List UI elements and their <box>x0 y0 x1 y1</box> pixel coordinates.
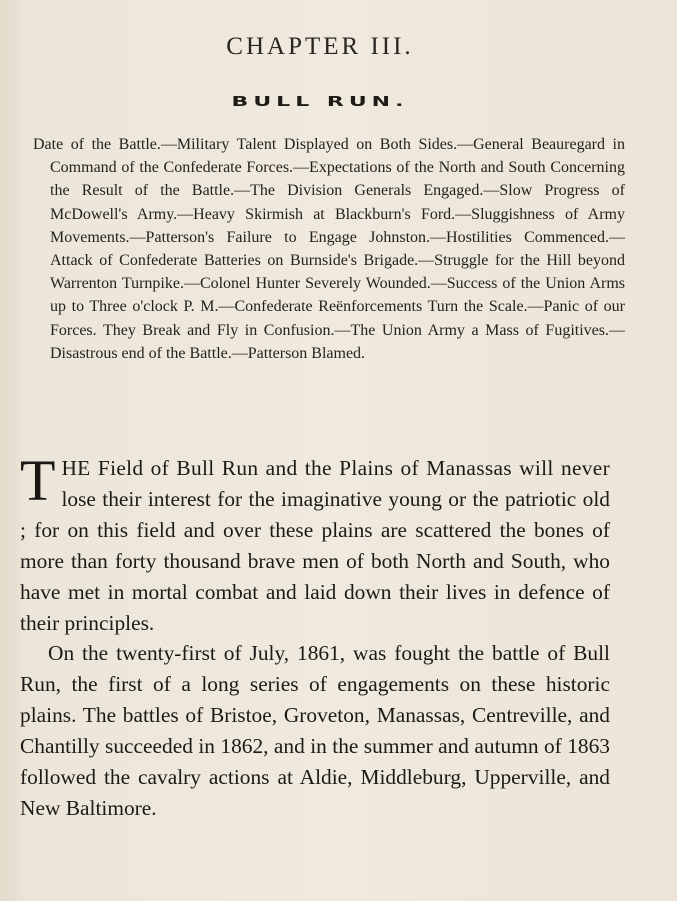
chapter-title-block <box>0 94 640 119</box>
chapter-heading: CHAPTER III. <box>226 33 414 60</box>
paragraph-1-text: Field of Bull Run and the Plains of Manassas will never lose their interest for the imaginative young or the patriotic old ; for on this field and over these plains are scattered the bones of more than forty thousand brave men of both North and South, who have met in mortal combat and laid down their lives in defence of their principles. <box>20 456 610 635</box>
chapter-title: BULL RUN. <box>231 94 409 110</box>
lead-caps: HE <box>61 456 91 480</box>
body-text <box>20 448 610 824</box>
paragraph-1 <box>20 448 610 638</box>
drop-cap: T <box>20 448 56 513</box>
paragraph-2: On the twenty-first of July, 1861, was fought the battle of Bull Run, the first of a long series of engagements on these historic plains. The battles of Bristoe, Groveton, Manassas, Centreville, and Chantilly succeeded in 1862, and in the summer and autumn of 1863 followed the cavalry actions at Aldie, Middleburg, Upperville, and New Baltimore. <box>20 641 610 820</box>
chapter-synopsis: Date of the Battle.—Military Talent Displayed on Both Sides.—General Beauregard in Command of the Confederate Forces.—Expectations of the North and South Concerning the Result of the Battle.—The Division Generals Engaged.—Slow Progress of McDowell's Army.—Heavy Skirmish at Blackburn's Ford.—Sluggishness of Army Movements.—Patterson's Failure to Engage Johnston.—Hostilities Commenced.—Attack of Confederate Batteries on Burnside's Brigade.—Struggle for the Hill beyond Warrenton Turnpike.—Colonel Hunter Severely Wounded.—Success of the Union Arms up to Three o'clock P. M.—Confederate Reënforcements Turn the Scale.—Panic of our Forces. They Break and Fly in Confusion.—The Union Army a Mass of Fugitives.—Disastrous end of the Battle.—Patterson Blamed. <box>33 136 625 362</box>
